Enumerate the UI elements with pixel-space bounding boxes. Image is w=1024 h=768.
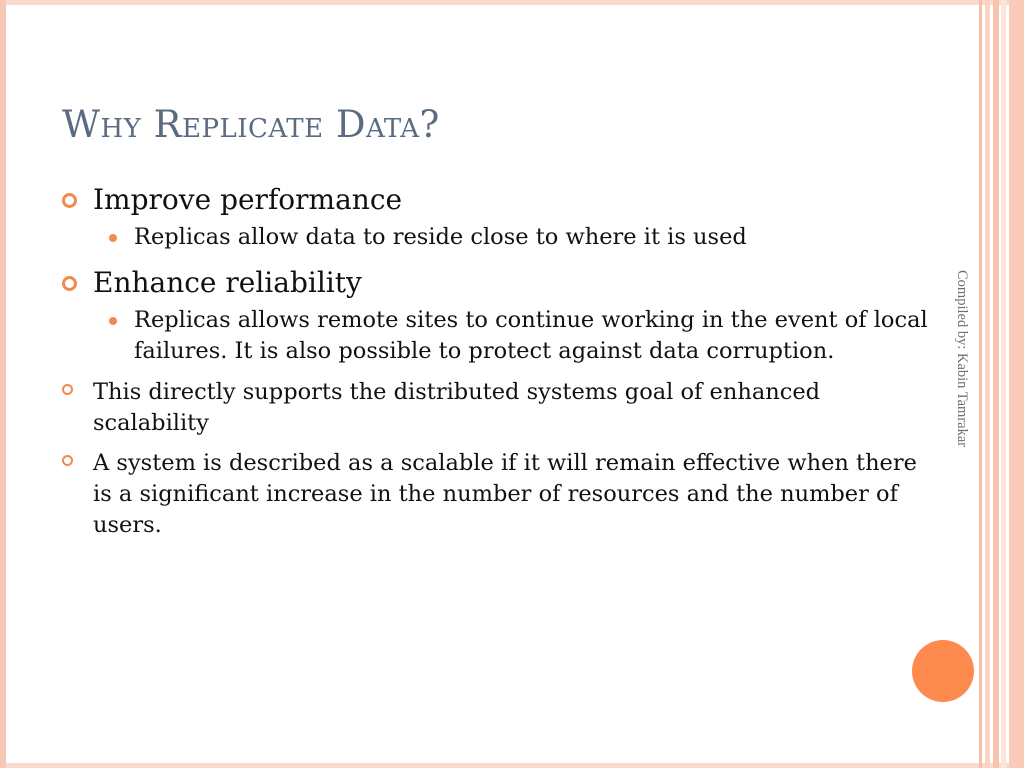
sub-bullet-item — [62, 305, 937, 367]
decorative-stripe — [1009, 0, 1024, 768]
dot-bullet-icon — [109, 317, 117, 325]
ring-bullet-icon — [62, 276, 77, 291]
decorative-stripe — [1001, 0, 1006, 768]
sub-bullet-text: Replicas allows remote sites to continue working in the event of local failures. It is also possible to protect against data corruption. — [134, 307, 928, 364]
bullet-item — [62, 448, 937, 541]
sub-bullet-text: Replicas allow data to reside close to where it is used — [134, 224, 747, 250]
bullet-item — [62, 182, 937, 218]
slide-title: Why Replicate Data? — [62, 103, 440, 146]
bullet-list — [62, 182, 937, 541]
top-border — [0, 0, 1024, 5]
bullet-item — [62, 265, 937, 301]
left-border — [0, 0, 6, 768]
ring-bullet-icon — [62, 193, 77, 208]
bullet-text: Enhance reliability — [93, 266, 362, 299]
dot-bullet-icon — [109, 234, 117, 242]
bullet-item — [62, 377, 937, 439]
author-caption: Compiled by: Kabin Tamrakar — [954, 270, 970, 448]
decorative-stripe — [993, 0, 999, 768]
ring-bullet-icon — [62, 455, 73, 466]
bottom-border — [0, 763, 1024, 768]
decorative-stripe — [985, 0, 990, 768]
bullet-text: Improve performance — [93, 183, 403, 216]
bullet-text: A system is described as a scalable if it will remain effective when there is a significant increase in the number of resources and the number of users. — [93, 450, 917, 538]
decorative-stripe — [979, 0, 982, 768]
sub-bullet-item — [62, 222, 937, 253]
bullet-text: This directly supports the distributed systems goal of enhanced scalability — [93, 379, 821, 436]
orange-circle-decoration — [912, 640, 974, 702]
ring-bullet-icon — [62, 384, 73, 395]
